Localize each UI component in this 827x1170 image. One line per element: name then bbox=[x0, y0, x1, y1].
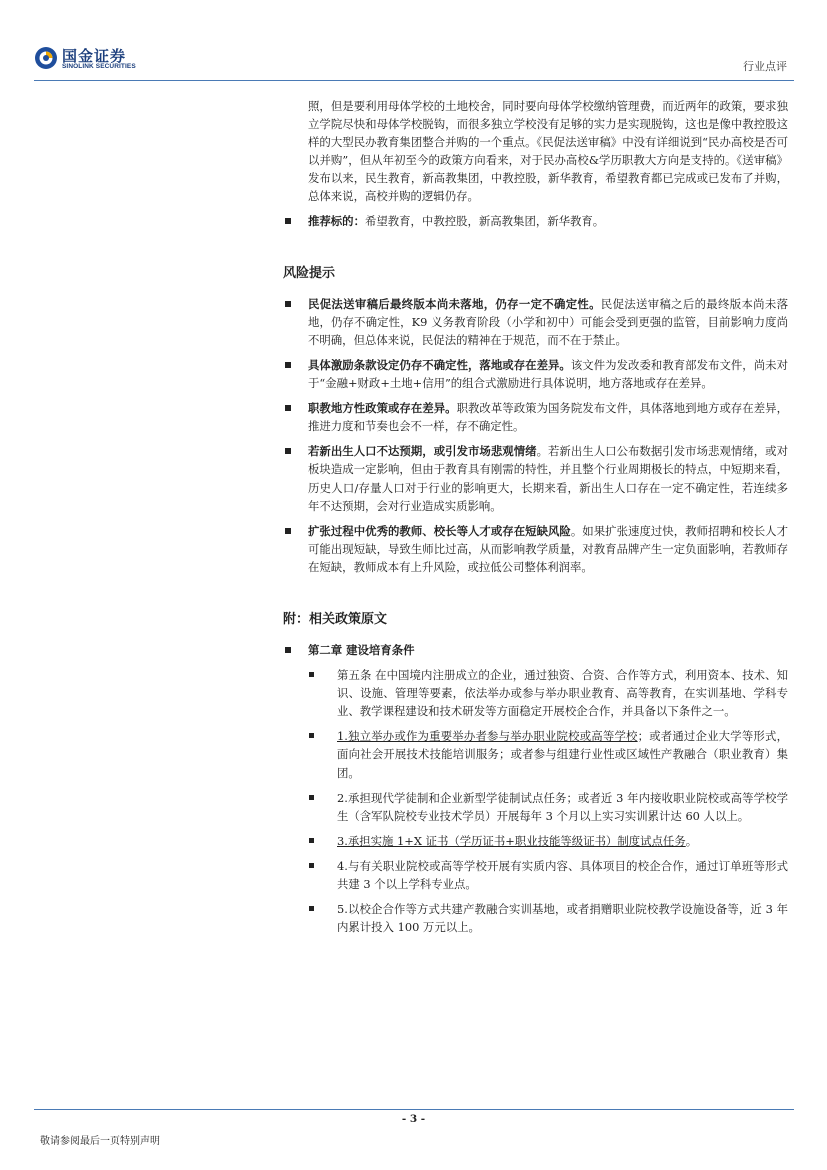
bullet-square-icon bbox=[309, 795, 314, 800]
bullet-square-icon bbox=[309, 672, 314, 677]
bullet-square-icon bbox=[285, 362, 291, 368]
sinolink-logo-icon bbox=[34, 46, 58, 70]
risk-item-bold: 民促法送审稿后最终版本尚未落地，仍存一定不确定性。 bbox=[308, 296, 601, 311]
risk-item-4 bbox=[283, 442, 788, 514]
risk-item-bold: 具体激励条款设定仍存不确定性，落地或存在差异。 bbox=[308, 357, 571, 372]
risk-item-3 bbox=[283, 399, 788, 435]
recommend-item bbox=[283, 212, 788, 230]
chapter-title: 第二章 建设培育条件 bbox=[308, 642, 415, 657]
condition-item-2 bbox=[337, 789, 788, 825]
company-logo bbox=[34, 46, 154, 76]
disclaimer-note: 敬请参阅最后一页特别声明 bbox=[40, 1136, 160, 1147]
bullet-square-icon bbox=[285, 647, 291, 653]
header-divider bbox=[34, 80, 794, 81]
condition-item-4 bbox=[337, 857, 788, 893]
risk-item-bold: 若新出生人口不达预期，或引发市场悲观情绪 bbox=[308, 444, 537, 459]
condition-underlined: 1.独立举办或作为重要举办者参与举办职业院校或高等学校 bbox=[337, 729, 638, 744]
condition-text: 5.以校企合作等方式共建产教融合实训基地，或者捐赠职业院校教学设施设备等，近 3 年内累计投入 100 万元以上。 bbox=[337, 902, 788, 935]
risk-item-text: 。如果扩张速度过快，教师招聘和校长人才可能出现短缺，导致生师比过高，从而影响教学质量，对教育品牌产生一定负面影响，若教师存在短缺，教师成本有上升风险，或拉低公司整体利润率。 bbox=[308, 523, 788, 574]
page-header bbox=[0, 0, 827, 82]
section-title-appendix: 附：相关政策原文 bbox=[283, 611, 388, 627]
condition-text: 4.与有关职业院校或高等学校开展有实质内容、具体项目的校企合作，通过订单班等形式共建 3 个以上学科专业点。 bbox=[337, 858, 788, 891]
bullet-square-icon bbox=[309, 838, 314, 843]
article-text: 第五条 在中国境内注册成立的企业，通过独资、合资、合作等方式，利用资本、技术、知识、设施、管理等要素，依法举办或参与举办职业教育、高等教育，在实训基地、学科专业、教学课程建设和技术研发等方面稳定开展校企合作，并具备以下条件之一。 bbox=[337, 668, 788, 719]
intro-paragraph: 照，但是要利用母体学校的土地校舍，同时要向母体学校缴纳管理费，而近两年的政策，要求独立学院尽快和母体学校脱钩，而很多独立学校没有足够的实力是实现脱钩，这也是像中教控股这样的大型民办教育集团整合并购的一个重点。《民促法送审稿》中没有详细说到“民办高校是否可以并购”，但从年初至今的政策方向看来，对于民办高校&学历职教大方向是支持的。《送审稿》发布以来，民生教育，新高教集团，中教控股，新华教育，希望教育都已完成或已发布了并购，总体来说，高校并购的逻辑仍存。 bbox=[308, 99, 788, 204]
condition-text: 。 bbox=[685, 833, 698, 848]
condition-item-5 bbox=[337, 900, 788, 936]
risk-item-text: 该文件为发改委和教育部发布文件，尚未对于“金融+财政+土地+信用”的组合式激励进行具体说明，地方落地或存在差异。 bbox=[308, 357, 788, 391]
bullet-square-icon bbox=[285, 405, 291, 411]
appendix-chapter bbox=[283, 641, 788, 659]
risk-item-bold: 扩张过程中优秀的教师、校长等人才或存在短缺风险 bbox=[308, 523, 571, 538]
risk-item-1 bbox=[283, 295, 788, 349]
article-item bbox=[337, 666, 788, 720]
risk-item-5 bbox=[283, 522, 788, 576]
bullet-square-icon bbox=[309, 863, 314, 868]
logo-text-en: SINOLINK SECURITIES bbox=[62, 63, 136, 70]
section-title-risk: 风险提示 bbox=[283, 265, 336, 281]
risk-item-bold: 职教地方性政策或存在差异。 bbox=[308, 401, 457, 416]
condition-item-1 bbox=[337, 727, 788, 781]
recommend-label: 推荐标的： bbox=[308, 213, 365, 228]
logo-text-cn: 国金证券 bbox=[62, 47, 127, 65]
recommend-text: 希望教育，中教控股，新高教集团，新华教育。 bbox=[364, 213, 605, 228]
risk-item-text: 。若新出生人口公布数据引发市场悲观情绪，或对板块造成一定影响，但由于教育具有刚需的特性，并且整个行业周期极长的特点，中短期来看，历史人口/存量人口对于行业的影响更大，长期来看，新出生人口存在一定不确定性，若连续多年不达预期，会对行业造成实质影响。 bbox=[308, 444, 788, 513]
condition-item-3 bbox=[337, 832, 788, 850]
risk-item-text: 职教改革等政策为国务院发布文件，具体落地到地方或存在差异，推进力度和节奏也会不一样，存不确定性。 bbox=[308, 401, 788, 434]
main-content bbox=[283, 97, 788, 936]
condition-text: 2.承担现代学徒制和企业新型学徒制试点任务；或者近 3 年内接收职业院校或高等学校学生（含军队院校专业技术学员）开展每年 3 个月以上实习实训累计达 60 人以上。 bbox=[337, 790, 788, 823]
risk-item-2 bbox=[283, 356, 788, 392]
risk-item-text: 民促法送审稿之后的最终版本尚未落地，仍存不确定性，K9 义务教育阶段（小学和初中）可能会受到更强的监管，目前影响力度尚不明确，但总体来说，民促法的精神在于规范，而不在于禁止。 bbox=[308, 296, 788, 347]
bullet-square-icon bbox=[285, 528, 291, 534]
bullet-square-icon bbox=[285, 301, 291, 307]
condition-underlined: 3.承担实施 1+X 证书（学历证书+职业技能等级证书）制度试点任务 bbox=[337, 833, 686, 848]
condition-text: ；或者通过企业大学等形式，面向社会开展技术技能培训服务；或者参与组建行业性或区域性产教融合（职业教育）集团。 bbox=[337, 729, 788, 780]
bullet-square-icon bbox=[285, 218, 291, 224]
report-category: 行业点评 bbox=[743, 60, 787, 73]
bullet-square-icon bbox=[285, 448, 291, 454]
bullet-square-icon bbox=[309, 733, 314, 738]
bullet-square-icon bbox=[309, 906, 314, 911]
footer-divider bbox=[34, 1109, 794, 1110]
page-number: - 3 - bbox=[401, 1113, 426, 1125]
